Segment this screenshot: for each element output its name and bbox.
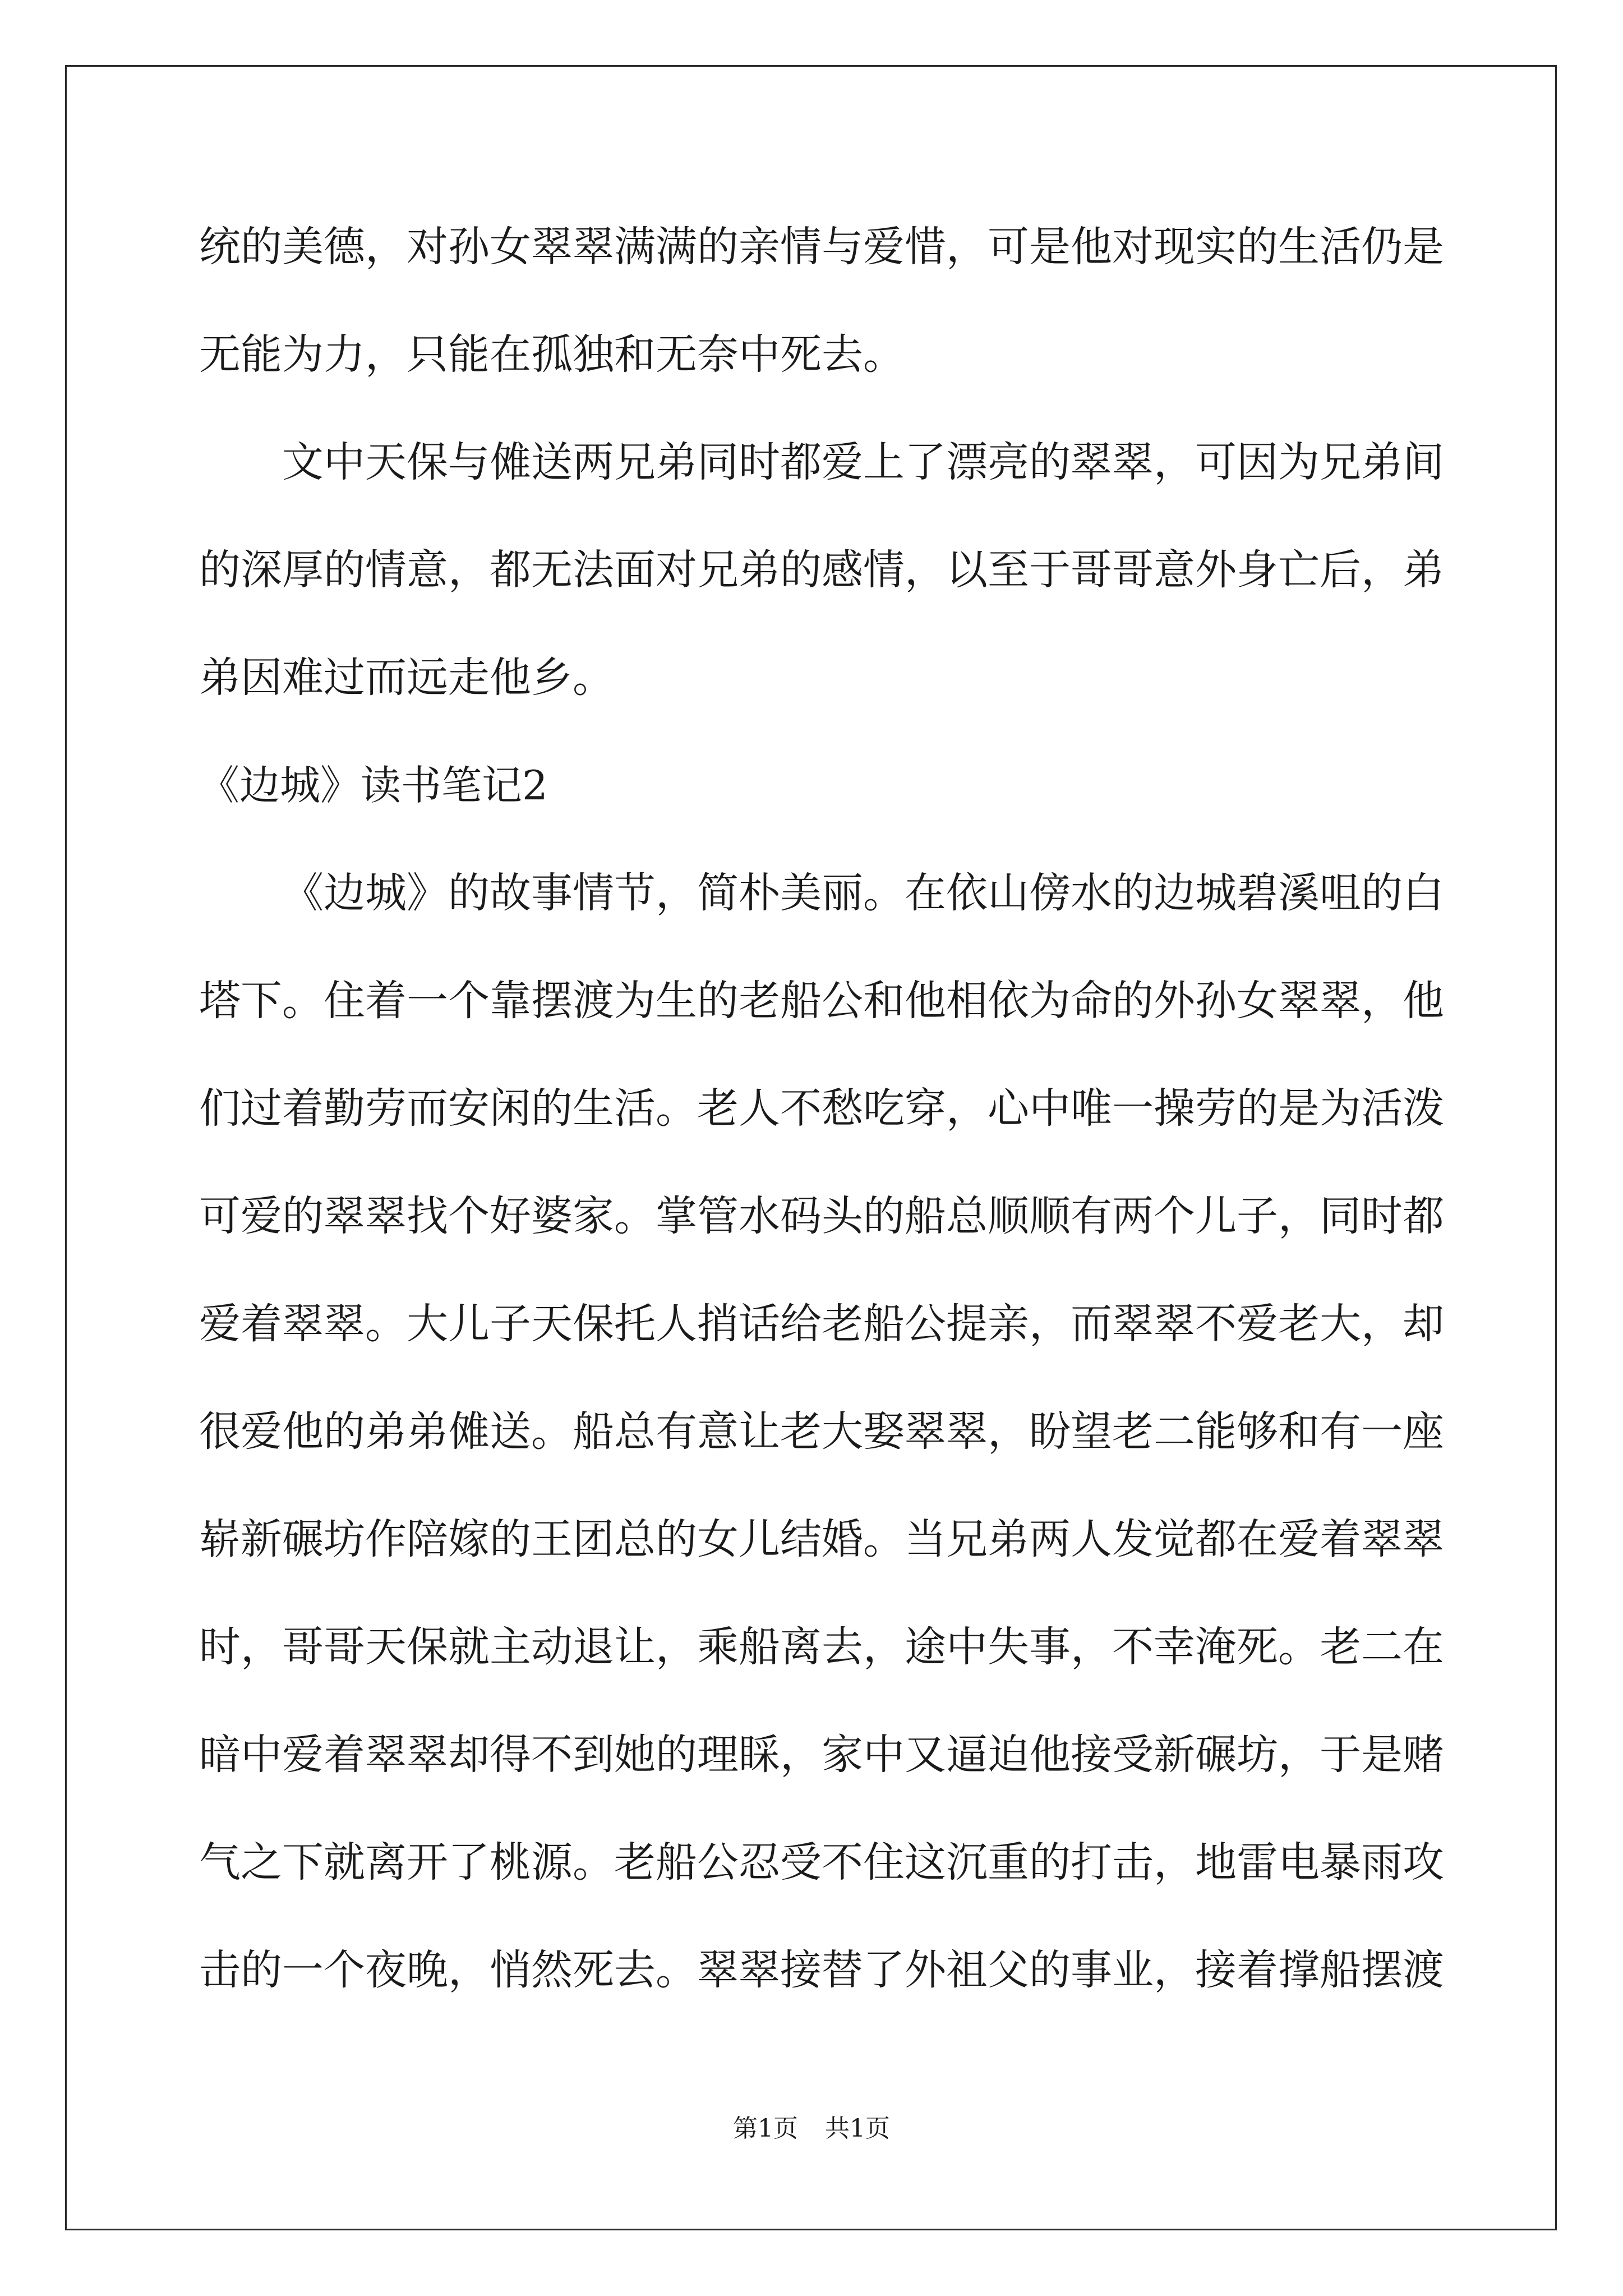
text-line: 很爱他的弟弟傩送。船总有意让老大娶翠翠，盼望老二能够和有一座 bbox=[199, 1407, 1444, 1456]
text-line: 崭新碾坊作陪嫁的王团总的女儿结婚。当兄弟两人发觉都在爱着翠翠 bbox=[199, 1515, 1444, 1563]
text-line: 气之下就离开了桃源。老船公忍受不住这沉重的打击，地雷电暴雨攻 bbox=[199, 1838, 1444, 1887]
page-number: 第1页 bbox=[733, 2114, 798, 2143]
text-line: 统的美德，对孙女翠翠满满的亲情与爱惜，可是他对现实的生活仍是 bbox=[199, 223, 1444, 271]
text-line: 们过着勤劳而安闲的生活。老人不愁吃穿，心中唯一操劳的是为活泼 bbox=[199, 1084, 1444, 1133]
text-line: 的深厚的情意，都无法面对兄弟的感情，以至于哥哥意外身亡后，弟 bbox=[199, 546, 1444, 594]
text-line: 弟因难过而远走他乡。 bbox=[199, 654, 614, 702]
text-line: 爱着翠翠。大儿子天保托人捎话给老船公提亲，而翠翠不爱老大，却 bbox=[199, 1300, 1444, 1348]
text-line: 《边城》的故事情节，简朴美丽。在依山傍水的边城碧溪咀的白 bbox=[282, 869, 1444, 917]
text-line: 击的一个夜晚，悄然死去。翠翠接替了外祖父的事业，接着撑船摆渡 bbox=[199, 1946, 1444, 1994]
text-line: 文中天保与傩送两兄弟同时都爱上了漂亮的翠翠，可因为兄弟间 bbox=[282, 438, 1444, 486]
page-footer bbox=[0, 2112, 1623, 2146]
text-line: 时，哥哥天保就主动退让，乘船离去，途中失事，不幸淹死。老二在 bbox=[199, 1623, 1444, 1671]
section-heading: 《边城》读书笔记2 bbox=[199, 762, 548, 809]
page-total: 共1页 bbox=[825, 2114, 890, 2143]
text-line: 可爱的翠翠找个好婆家。掌管水码头的船总顺顺有两个儿子，同时都 bbox=[199, 1192, 1444, 1240]
text-line: 塔下。住着一个靠摆渡为生的老船公和他相依为命的外孙女翠翠，他 bbox=[199, 977, 1444, 1025]
document-body bbox=[199, 213, 1444, 2044]
text-line: 无能为力，只能在孤独和无奈中死去。 bbox=[199, 330, 905, 379]
text-line: 暗中爱着翠翠却得不到她的理睬，家中又逼迫他接受新碾坊，于是赌 bbox=[199, 1731, 1444, 1779]
